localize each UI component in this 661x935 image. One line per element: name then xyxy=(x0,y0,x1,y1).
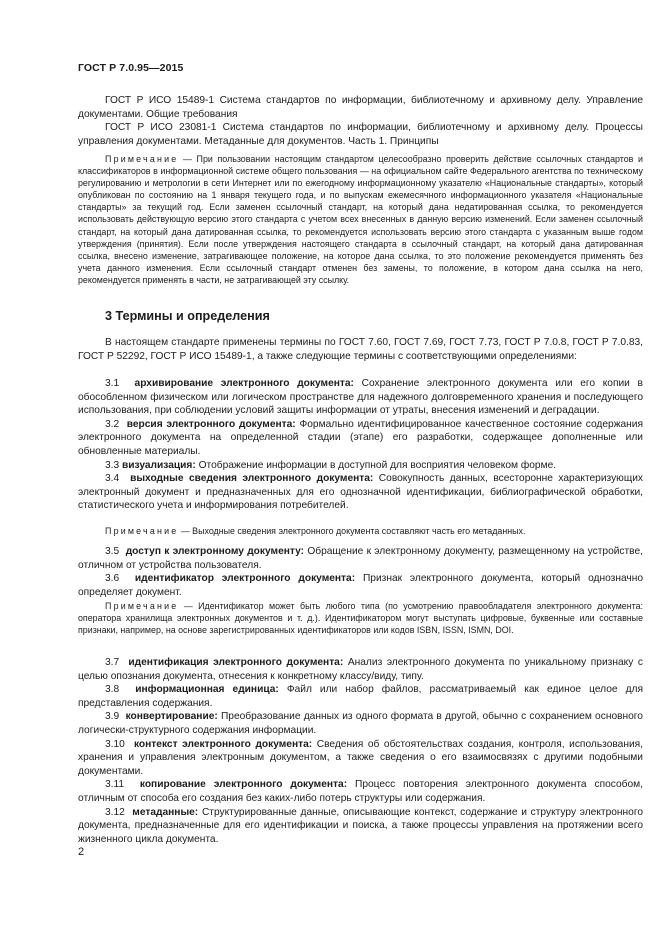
term-definition: Обращение к электронному документу, размещенному на устройстве, отличном от устройства пользователя. xyxy=(78,546,643,571)
term-entry: 3.10 контекст электронного документа: Сведения об обстоятельствах создания, контроля, использования, хранения и управления электронным документом, а также сведения о его взаимосвязях с другими подобными документами. xyxy=(78,738,643,777)
term-name: идентификация электронного документа: xyxy=(128,657,344,668)
term-name: визуализация: xyxy=(122,459,196,471)
term-entry: 3.12 метаданные: Структурированные данные, описывающие контекст, содержание и структуру электронного документа, предназначенные для его идентификации и поиска, а также процессы управления на протяжении всего жизненного цикла документа. xyxy=(78,806,643,845)
term-definition: Файл или набор файлов, рассматриваемый как единое целое для представления содержания. xyxy=(78,684,643,709)
ref-item: ГОСТ Р ИСО 15489-1 Система стандартов по информации, библиотечному и архивному делу. Управление документами. Общие требования xyxy=(78,95,643,120)
term-entry: 3.7 идентификация электронного документа: Анализ электронного документа по уникальному признаку с целью опознания документа, отнесения к конкретному классу/виду, типу. xyxy=(78,657,643,682)
terms-intro xyxy=(78,336,643,363)
term-name: конвертирование: xyxy=(125,711,218,723)
intro-paragraph: В настоящем стандарте применены термины по ГОСТ 7.60, ГОСТ 7.69, ГОСТ 7.73, ГОСТ Р 7.0.8, ГОСТ Р 7.0.83, ГОСТ Р 52292, ГОСТ Р ИСО 15489-1, а также следующие термины с соответствующими определениями: xyxy=(78,337,643,362)
ref-item: ГОСТ Р ИСО 23081-1 Система стандартов по информации, библиотечному и архивному делу. Процессы управления документами. Метаданные для документов. Часть 1. Принципы xyxy=(78,122,643,147)
term-entry: 3.2 версия электронного документа: Формально идентифицированное качественное состояние содержания электронного документа на определенной стадии (этапе) его разработки, содержащее дополненные или обновленные материалы. xyxy=(78,418,644,457)
section-heading xyxy=(78,309,643,323)
terms-block-1 xyxy=(78,377,643,513)
note-label: Примечание xyxy=(105,154,179,164)
note-text: — Выходные сведения электронного документа составляют часть его метаданных. xyxy=(180,526,526,536)
term-entry: 3.9 конвертирование: Преобразование данных из одного формата в другой, обычно с сохранением основного логически-структурного содержания информации. xyxy=(78,711,643,736)
term-name: информационная единица: xyxy=(135,684,279,696)
term-note-2 xyxy=(78,600,643,636)
term-entry: 3.6 идентификатор электронного документа: Признак электронного документа, который однозначно определяет документ. xyxy=(78,573,643,598)
term-name: версия электронного документа: xyxy=(126,418,296,430)
term-name: контекст электронного документа: xyxy=(133,738,313,750)
term-definition: Признак электронного документа, который однозначно определяет документ. xyxy=(78,573,643,598)
term-definition: Преобразование данных из одного формата в другой, обычно с сохранением основного логически-структурного содержания информации. xyxy=(78,711,643,736)
term-entry: 3.1 архивирование электронного документа: Сохранение электронного документа или его копии в обособленном физическом или логическом пространстве для надежного долговременного хранения и последующего использования, при соблюдении условий защиты информации от утраты, внесения изменений и деградации. xyxy=(78,378,643,417)
term-name: архивирование электронного документа: xyxy=(134,378,354,389)
term-name: метаданные: xyxy=(132,806,199,818)
term-entry: 3.4 выходные сведения электронного документа: Совокупность данных, всесторонне характеризующих электронный документ и предназначенных для его однозначной идентификации, библиографической обработки, статистического учета и информирования потребителей. xyxy=(78,473,643,512)
term-entry: 3.8 информационная единица: Файл или набор файлов, рассматриваемый как единое целое для представления содержания. xyxy=(78,684,643,709)
section-title: 3 Термины и определения xyxy=(105,309,270,323)
term-definition: Отображение информации в доступной для восприятия человеком форме. xyxy=(198,459,557,471)
note-label: Примечание xyxy=(105,601,179,611)
term-definition: Формально идентифицированное качественное состояние содержания электронного документа на определенной стадии (этапе) его разработки, содержащее дополненные или обновленные материалы. xyxy=(78,418,644,457)
normative-refs xyxy=(78,94,643,148)
term-definition: Совокупность данных, всесторонне характеризующих электронный документ и предназначенных для его однозначной идентификации, библиографической обработки, статистического учета и информирования потребителей. xyxy=(78,473,643,512)
term-entry: 3.5 доступ к электронному документу: Обращение к электронному документу, размещенному на устройстве, отличном от устройства пользователя. xyxy=(78,546,643,571)
term-note-1 xyxy=(78,525,643,537)
term-definition: Процесс повторения электронного документа способом, отличным от способа его создания без каких-либо потерь структуры или содержания. xyxy=(78,779,643,804)
note-label: Примечание xyxy=(105,526,179,536)
term-definition: Сохранение электронного документа или его копии в обособленном физическом или логическом пространстве для надежного долговременного хранения и последующего использования, при соблюдении условий защиты информации от утраты, внесения изменений и деградации. xyxy=(78,378,643,417)
note-text: — Идентификатор может быть любого типа (по усмотрению правообладателя электронного документа: оператора хранилища электронных документов и т. д.). Идентификатором могут выступать цифровые, буквенные или составные признаки, например, на основе зарегистрированных идентификаторов или кодов ISBN, ISSN, ISMN, DOI. xyxy=(78,601,643,636)
terms-block-2 xyxy=(78,545,643,599)
term-definition: Сведения об обстоятельствах создания, контроля, использования, хранения и управления электронным документом, а также сведения о его взаимосвязях с другими подобными документами. xyxy=(78,738,643,777)
standard-header: ГОСТ Р 7.0.95—2015 xyxy=(78,62,184,74)
term-name: копирование электронного документа: xyxy=(139,779,348,791)
term-entry: 3.11 копирование электронного документа: Процесс повторения электронного документа способом, отличным от способа его создания без каких-либо потерь структуры или содержания. xyxy=(78,779,643,804)
page-number: 2 xyxy=(78,846,85,858)
term-name: идентификатор электронного документа: xyxy=(134,573,356,585)
note-text: — При пользовании настоящим стандартом целесообразно проверить действие ссылочных стандартов и классификаторов в информационной системе общего пользования — на официальном сайте Федерального агентства по техническому регулированию и метрологии в сети Интернет или по ежегодному информационному указателю «Национальные стандарты», который опубликован по состоянию на 1 января текущего года, и по выпускам ежемесячного информационного указателя «Национальные стандарты» за текущий год. Если заменен ссылочный стандарт, на который дана недатированная ссылка, то рекомендуется использовать действующую версию этого стандарта с учетом всех внесенных в данную версию изменений. Если заменен ссылочный стандарт, на который дана датированная ссылка, то рекомендуется использовать версию этого стандарта с указанным выше годом утверждения (принятия). Если после утверждения настоящего стандарта в ссылочный стандарт, на который дана датированная ссылка, внесено изменение, затрагивающее положение, на которое дана ссылка, то это положение рекомендуется применять без учета данного изменения. Если ссылочный стандарт отменен без замены, то положение, в котором дана ссылка на него, рекомендуется применять в части, не затрагивающей эту ссылку. xyxy=(78,154,643,285)
term-definition: Анализ электронного документа по уникальному признаку с целью опознания документа, отнесения к конкретному классу/виду, типу. xyxy=(78,657,643,682)
term-name: доступ к электронному документу: xyxy=(125,546,305,557)
term-definition: Структурированные данные, описывающие контекст, содержание и структуру электронного документа, предназначенные для его идентификации и поиска, а также процессы управления на протяжении всего жизненного цикла документа. xyxy=(78,806,643,845)
term-name: выходные сведения электронного документа: xyxy=(130,473,374,485)
term-entry: 3.3 визуализация: Отображение информации в доступной для восприятия человеком форме. xyxy=(105,459,557,471)
terms-block-3 xyxy=(78,656,643,846)
refs-note xyxy=(78,153,643,286)
